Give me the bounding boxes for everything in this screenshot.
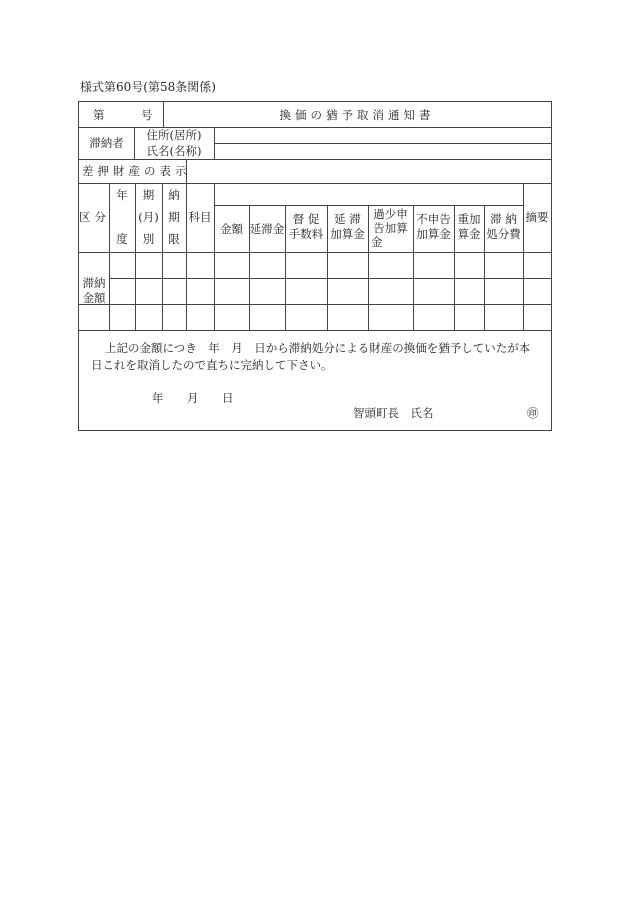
underreport-penalty-header-2: 告加算 (373, 221, 408, 235)
due-header-1: 納 (168, 188, 180, 202)
due-header-2: 期 (168, 210, 180, 224)
form-number-label: 様式第60号(第58条関係) (80, 80, 216, 94)
year-header-2: 度 (116, 232, 128, 246)
date-year: 年 (152, 391, 164, 405)
disposition-cost-header-2: 処分費 (486, 227, 521, 241)
subject-header: 科目 (188, 210, 212, 224)
name-label: 氏名(名称) (146, 144, 202, 158)
period-header-3: 別 (142, 232, 155, 246)
nonfiling-penalty-header-1: 不申告 (416, 212, 451, 226)
signatory-title: 智頭町長 氏名 (353, 406, 434, 420)
amount-header: 金額 (220, 222, 243, 236)
late-penalty-header-1: 延 滞 (334, 212, 361, 226)
year-header-1: 年 (116, 188, 128, 202)
reminder-fee-header-1: 督 促 (292, 212, 320, 226)
nonfiling-penalty-header-2: 加算金 (416, 227, 451, 241)
delinquent-amount-label-1: 滞納 (82, 276, 106, 290)
reminder-fee-header-2: 手数料 (288, 227, 324, 241)
seized-property-label: 差押財産の表示 (82, 164, 191, 178)
seal-mark: ㊞ (527, 406, 539, 420)
date-month: 月 (187, 391, 199, 405)
underreport-penalty-header-1: 過少申 (373, 207, 408, 221)
notice-body-text: 上記の金額につき 年 月 日から滞納処分による財産の換価を猶予していたが本日これを取消したので直ちに完納して下さい。 (91, 341, 531, 372)
notice-form (78, 101, 552, 431)
late-penalty-header-2: 加算金 (330, 227, 365, 241)
disposition-cost-header-1: 滞 納 (490, 212, 517, 226)
remarks-header: 摘要 (525, 210, 549, 224)
due-header-3: 限 (168, 232, 180, 246)
category-header: 区分 (79, 210, 110, 224)
delinquent-amount-label-2: 金額 (82, 291, 106, 305)
delinquency-charge-header: 延滞金 (249, 222, 285, 236)
number-suffix: 号 (141, 108, 153, 122)
number-prefix: 第 (93, 108, 105, 122)
underreport-penalty-header-3: 金 (371, 235, 383, 249)
taxpayer-label: 滞納者 (89, 136, 124, 150)
period-header-2: (月) (138, 210, 159, 224)
document-title: 換価の猶予取消通知書 (279, 108, 435, 122)
heavy-penalty-header-1: 重加 (457, 212, 481, 226)
address-label: 住所(居所) (146, 128, 202, 142)
period-header-1: 期 (142, 188, 155, 202)
date-day: 日 (222, 391, 234, 405)
heavy-penalty-header-2: 算金 (457, 227, 481, 241)
